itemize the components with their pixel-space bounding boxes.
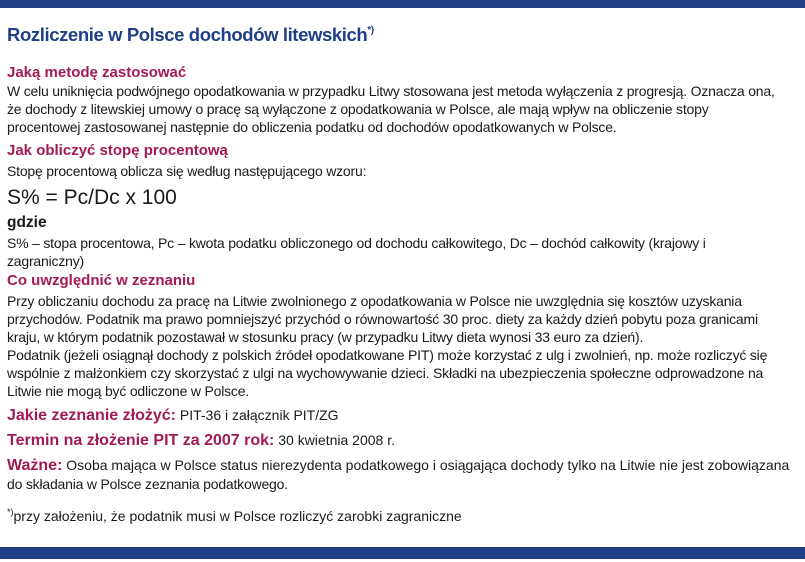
formula-gdzie: gdzie bbox=[7, 214, 47, 231]
section-rate-intro: Stopę procentową oblicza się według następującego wzoru: bbox=[7, 163, 367, 179]
footnote-mark: *) bbox=[7, 507, 14, 517]
section-method-line-2: że dochody z litewskiej umowy o pracę są wyłączone z opodatkowania w Polsce, ale mają wpływ na obliczenie stopy bbox=[7, 101, 709, 117]
section-heading-declaration: Co uwzględnić w zeznaniu bbox=[7, 272, 196, 289]
section-declaration-line-1: Przy obliczaniu dochodu za pracę na Litwie zwolnionego z opodatkowania w Polsce nie uwzględnia się kosztów uzyskania bbox=[7, 293, 742, 309]
section-declaration-line-2: przychodów. Podatnik ma prawo pomniejszyć przychód o równowartość 30 proc. diety za każdy dzień pobytu poza granicami bbox=[7, 311, 758, 327]
termin-label: Termin na złożenie PIT za 2007 rok: bbox=[7, 432, 275, 449]
footnote-text: przy założeniu, że podatnik musi w Polsce rozliczyć zarobki zagraniczne bbox=[13, 508, 462, 524]
rate-formula: S% = Pc/Dc x 100 bbox=[7, 186, 177, 209]
wazne-row bbox=[7, 456, 799, 475]
footnote bbox=[7, 503, 799, 525]
termin-value: 30 kwietnia 2008 r. bbox=[278, 432, 395, 448]
section-heading-rate: Jak obliczyć stopę procentową bbox=[7, 142, 228, 159]
section-rate-line-1: S% – stopa procentowa, Pc – kwota podatku obliczonego od dochodu całkowitego, Dc – dochód całkowity (krajowy i bbox=[7, 235, 706, 251]
zeznanie-label: Jakie zeznanie złożyć: bbox=[7, 407, 176, 424]
section-rate-line-2: zagraniczny) bbox=[7, 253, 84, 269]
section-heading-method: Jaką metodę zastosować bbox=[7, 64, 187, 81]
section-method-line-1: W celu uniknięcia podwójnego opodatkowania w przypadku Litwy stosowana jest metoda wyłączenia z progresją. Oznacza ona, bbox=[7, 83, 775, 99]
zeznanie-value: PIT-36 i załącznik PIT/ZG bbox=[179, 407, 339, 423]
wazne-line-2: do składania w Polsce zeznania podatkowego. bbox=[7, 476, 288, 492]
zeznanie-row bbox=[7, 406, 799, 425]
wazne-line-1: Osoba mająca w Polsce status nierezydenta podatkowego i osiągająca dochody tylko na Litwie nie jest zobowiązana bbox=[66, 457, 790, 473]
document-body bbox=[7, 20, 799, 525]
section-declaration-line-5: wspólnie z małżonkiem czy skorzystać z ulgi na wychowywanie dzieci. Składki na ubezpieczenia społeczne odprowadzone na bbox=[7, 365, 764, 381]
top-rule bbox=[0, 0, 805, 8]
page-title bbox=[7, 20, 799, 46]
section-method-line-3: procentowej zastosowanej następnie do obliczenia podatku od dochodów opodatkowanych w Polsce. bbox=[7, 119, 617, 135]
bottom-rule bbox=[0, 547, 805, 559]
title-text: Rozliczenie w Polsce dochodów litewskich bbox=[7, 24, 368, 45]
section-declaration-line-6: Litwie nie mogą być odliczone w Polsce. bbox=[7, 383, 249, 399]
title-footnote-mark: *) bbox=[367, 25, 374, 36]
termin-row bbox=[7, 431, 799, 450]
wazne-label: Ważne: bbox=[7, 457, 63, 474]
section-declaration-line-4: Podatnik (jeżeli osiągnął dochody z polskich źródeł opodatkowane PIT) może korzystać z ulg i zwolnień, np. może rozliczyć się bbox=[7, 347, 768, 363]
section-declaration-line-3: kraju, w którym podatnik pozostawał w stosunku pracy (w przypadku Litwy dieta wynosi 33 euro za dzień). bbox=[7, 329, 644, 345]
